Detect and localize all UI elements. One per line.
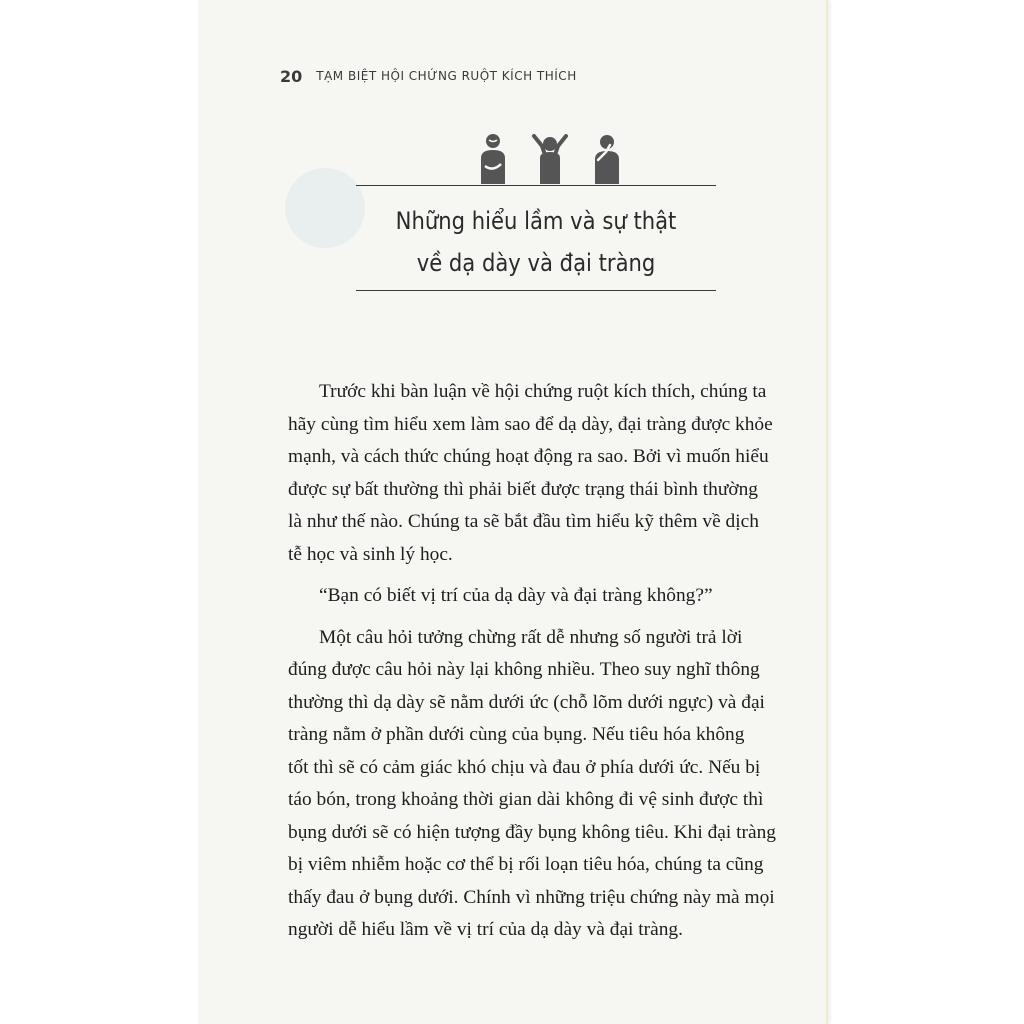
paragraph-3 (288, 622, 792, 947)
page-edge (826, 0, 828, 1024)
text-line: “Bạn có biết vị trí của dạ dày và đại tràng không?” (319, 585, 713, 606)
text-line: Một câu hỏi tưởng chừng rất dễ nhưng số người trả lời (319, 626, 743, 648)
body-text (288, 376, 792, 947)
text-line: táo bón, trong khoảng thời gian dài không đi vệ sinh được thì (288, 789, 764, 810)
text-line: đúng được câu hỏi này lại không nhiều. Theo suy nghĩ thông (288, 659, 760, 680)
paragraph-1 (288, 376, 792, 571)
text-line: thấy đau ở bụng dưới. Chính vì những triệu chứng này mà mọi (288, 886, 775, 908)
paragraph-2 (288, 580, 792, 613)
text-line: tràng nằm ở phần dưới cùng của bụng. Nếu tiêu hóa không (288, 724, 745, 745)
person-headache-icon (530, 132, 570, 184)
text-line: bị viêm nhiễm hoặc cơ thể bị rối loạn tiêu hóa, chúng ta cũng (288, 854, 764, 875)
show-through-circle (285, 168, 365, 248)
text-line: Trước khi bàn luận về hội chứng ruột kích thích, chúng ta (319, 381, 767, 402)
person-nausea-icon (590, 132, 624, 184)
text-line: mạnh, và cách thức chúng hoạt động ra sao. Bởi vì muốn hiểu (288, 446, 769, 467)
text-line: thường thì dạ dày sẽ nằm dưới ức (chỗ lõm dưới ngực) và đại (288, 691, 765, 713)
running-head (280, 64, 577, 88)
text-line: hãy cùng tìm hiểu xem làm sao để dạ dày, đại tràng được khỏe (288, 413, 773, 435)
text-line: được sự bất thường thì phải biết được trạng thái bình thường (288, 478, 758, 500)
page-number: 20 (280, 66, 303, 86)
chapter-icons (476, 132, 624, 184)
chapter-title (378, 200, 695, 284)
text-line: tốt thì sẽ có cảm giác khó chịu và đau ở phía dưới ức. Nếu bị (288, 756, 761, 778)
text-line: bụng dưới sẽ có hiện tượng đầy bụng không tiêu. Khi đại tràng (288, 821, 776, 843)
chapter-rule-top (356, 185, 716, 186)
chapter-title-line-1: Những hiểu lầm và sự thật (395, 207, 677, 235)
chapter-title-line-2: về dạ dày và đại tràng (416, 249, 656, 277)
text-line: người dễ hiểu lầm về vị trí của dạ dày và đại tràng. (288, 919, 683, 940)
person-stomach-pain-icon (476, 132, 510, 184)
text-line: tễ học và sinh lý học. (288, 543, 453, 565)
book-title: TẠM BIỆT HỘI CHỨNG RUỘT KÍCH THÍCH (316, 69, 577, 83)
text-line: là như thế nào. Chúng ta sẽ bắt đầu tìm hiểu kỹ thêm về dịch (288, 511, 759, 532)
chapter-rule-bottom (356, 290, 716, 291)
